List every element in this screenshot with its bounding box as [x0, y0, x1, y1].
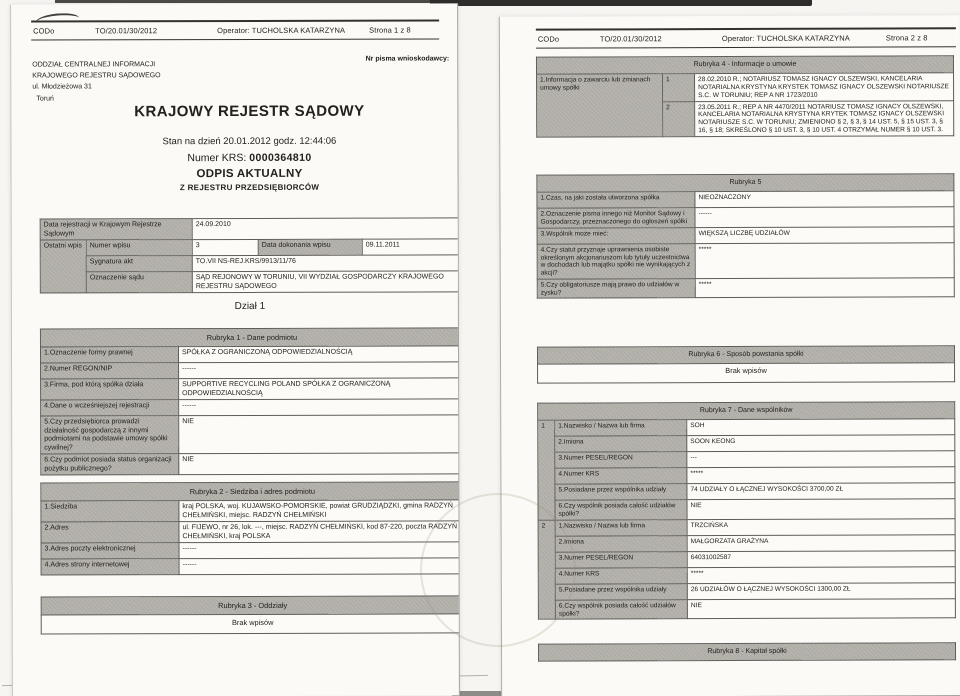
field-value: TO.VII NS-REJ.KRS/9913/11/76 [192, 255, 460, 272]
table-row [41, 500, 460, 522]
field-value: 26 UDZIAŁÓW O ŁĄCZNEJ WYSOKOŚCI 1300,00 ZŁ [687, 582, 955, 599]
field-label: 2.Adres [41, 522, 179, 543]
field-value: NIE [687, 499, 955, 519]
page-1 [10, 3, 460, 696]
table-row [538, 582, 955, 599]
field-value: WIĘKSZĄ LICZBĘ UDZIAŁÓW [695, 227, 954, 244]
table-row [41, 362, 460, 379]
odpis-title: ODPIS AKTUALNY [196, 167, 303, 181]
field-value: ul. FIJEWO, nr 26, lok. ---, miejsc. RADZYŃ CHEŁMIŃSKI, kod 87-220, poczta RADZYŃ CHEŁMIŃSKI, kraj POLSKA [179, 521, 460, 543]
entry-number: 1 [663, 74, 695, 101]
operator-name: Operator: TUCHOLSKA KATARZYNA [217, 25, 346, 36]
field-label: 5.Czy przedsiębiorca prowadzi działalność gospodarczą z innymi podmiotami na podstawie umowy spółki cywilnej? [41, 416, 179, 454]
table-row [41, 399, 460, 416]
field-label: 2.Imiona [555, 535, 687, 551]
table-row [40, 346, 459, 363]
field-label: 6.Czy wspólnik posiada całość udziałów spółki? [555, 599, 687, 619]
scan-edge-artifact [430, 0, 812, 6]
document-number: TO/20.01/30/2012 [599, 34, 662, 44]
page-1-header [31, 19, 439, 40]
table-row [41, 558, 460, 575]
table-row [41, 521, 460, 543]
rubryka-3-table [41, 595, 460, 634]
table-row [536, 56, 953, 75]
rubryka-8-table [538, 642, 956, 662]
registry-title: KRAJOWY REJESTR SĄDOWY [134, 102, 365, 121]
field-label: Data dokonania wpisu [258, 239, 362, 255]
field-label: 4.Numer KRS [555, 567, 687, 583]
field-label: Oznaczenie sądu [86, 272, 192, 293]
field-label: 4.Numer KRS [555, 468, 687, 484]
stamp-mark [420, 493, 576, 647]
field-value: SPÓŁKA Z OGRANICZONĄ ODPOWIEDZIALNOŚCIĄ [178, 346, 459, 363]
field-value: 28.02.2010 R.; NOTARIUSZ TOMASZ IGNACY OLSZEWSKI, KANCELARIA NOTARIALNA KRYSTYNA KRYSTEK TOMASZ IGNACY OLSZEWSKI NOTARIUSZE S.C. W TORUNIU; REP A NR 1723/2010 [695, 73, 954, 101]
field-value: ------ [179, 542, 460, 559]
table-row [538, 518, 955, 535]
field-value: 64031002587 [687, 550, 955, 567]
field-value: SĄD REJONOWY W TORUNIU, VII WYDZIAŁ GOSPODARCZY KRAJOWEGO REJESTRU SĄDOWEGO [192, 271, 460, 293]
registration-table [40, 217, 460, 293]
section-title-dzial-1: Dział 1 [234, 300, 266, 313]
field-value: ------ [179, 362, 460, 379]
table-row [41, 596, 460, 615]
table-row [538, 550, 955, 567]
field-label: Ostatni wpis [40, 240, 86, 293]
field-value: ------ [179, 558, 460, 575]
table-row [40, 239, 460, 256]
table-row [537, 227, 954, 244]
krs-value: 0000364810 [249, 151, 312, 164]
field-label: 3.Firma, pod którą spółka działa [41, 379, 179, 400]
field-label: 4.Dane o wcześniejszej rejestracji [41, 400, 179, 416]
table-row [537, 346, 954, 365]
field-value: ***** [695, 243, 954, 279]
field-label: 3.Numer PESEL/REGON [555, 551, 687, 567]
field-label: 2.Numer REGON/NIP [41, 363, 179, 379]
field-value: ***** [687, 467, 955, 484]
field-value: ------ [179, 399, 460, 416]
rubryka-8-title: Rubryka 8 - Kapitał spółki [539, 643, 956, 662]
field-value: 74 UDZIAŁY O ŁĄCZNEJ WYSOKOŚCI 3700,00 ZŁ [687, 483, 955, 500]
table-row [538, 566, 955, 583]
table-row [537, 174, 954, 193]
field-value: SOON KEONG [687, 435, 955, 452]
table-row [537, 73, 954, 102]
status-date-line: Stan na dzień 20.01.2012 godz. 12:44:06 [162, 135, 337, 148]
field-label: Sygnatura akt [86, 256, 192, 272]
field-label: 1.Nazwisko / Nazwa lub firma [555, 420, 687, 436]
rubryka-7-title: Rubryka 7 - Dane wspólników [538, 402, 955, 421]
field-value: ------ [695, 207, 954, 227]
table-row [537, 243, 954, 280]
table-row [538, 402, 955, 421]
field-value: kraj POLSKA, woj. KUJAWSKO-POMORSKIE, powiat GRUDZIĄDZKI, gmina RADZYŃ CHEŁMIŃSKI, miejsc. RADZYŃ CHEŁMIŃSKI [179, 500, 460, 522]
rubryka-2-table [40, 481, 460, 575]
applicant-letter-label: Nr pisma wnioskodawcy: [365, 55, 450, 63]
address-line: KRAJOWEGO REJESTRU SĄDOWEGO [32, 72, 161, 80]
table-row [537, 207, 954, 228]
field-label: 1.Informacja o zawarciu lub zmianach umowy spółki [537, 74, 663, 137]
table-row [41, 378, 460, 400]
odpis-subtitle: Z REJESTRU PRZEDSIĘBIORCÓW [179, 182, 320, 193]
table-row [40, 218, 460, 240]
field-value: MAŁGORZATA GRAŻYNA [687, 534, 955, 551]
no-entries-label: Brak wpisów [538, 363, 955, 383]
field-value: 3 [192, 240, 258, 256]
operator-name: Operator: TUCHOLSKA KATARZYNA [721, 33, 850, 44]
table-row [539, 643, 956, 662]
table-row [40, 255, 460, 272]
field-value: 23.05.2011 R.; REP A NR 4470/2011 NOTARIUSZ TOMASZ IGNACY OLSZEWSKI, KANCELARIA NOTARIALNA KRYSTYNA KRYTEK TOMASZ IGNACY OLSZEWSKI NOTARIUSZE S.C. W TORUNIU; ZMIENIONO § 2, § 3, § 14 UST. 5, § 15 UST. 3, § 16, § 18; SKREŚLONO § 10 UST. 3, § 10 UST. 4 OTRZYMAŁ NUMER § 10 UST. 3. [695, 100, 954, 136]
table-row [538, 467, 955, 484]
address-line: Toruń [36, 95, 54, 103]
field-label: 1.Siedziba [41, 501, 179, 522]
address-line: ul. Młodzieżowa 31 [32, 83, 92, 91]
field-label: 3.Wspólnik może mieć: [537, 227, 695, 244]
field-label: 3.Adres poczty elektronicznej [41, 543, 179, 559]
field-label: 5.Posiadane przez wspólnika udziały [555, 583, 687, 599]
rubryka-3-title: Rubryka 3 - Oddziały [41, 596, 460, 615]
field-label: 5.Czy obligatoriusze mają prawo do udziałów w zysku? [537, 278, 695, 298]
rubryka-5-title: Rubryka 5 [537, 174, 954, 193]
issuer-address-block [32, 59, 160, 104]
document-number: TO/20.01/30/2012 [95, 26, 158, 36]
table-row [538, 363, 955, 383]
field-label: Data rejestracji w Krajowym Rejestrze Sądowym [40, 219, 192, 240]
page-number: Strona 2 z 8 [885, 33, 928, 43]
field-value: NIE [687, 598, 955, 618]
field-label: 2.Imiona [555, 436, 687, 452]
rubryka-7-table [537, 401, 956, 620]
no-entries-label: Brak wpisów [41, 614, 460, 634]
table-row [538, 451, 955, 468]
table-row [538, 598, 955, 619]
field-label: 3.Numer PESEL/REGON [555, 452, 687, 468]
table-row [41, 415, 460, 454]
rubryka-6-table [537, 345, 955, 384]
field-value: SUPPORTIVE RECYCLING POLAND SPÓŁKA Z OGRANICZONĄ ODPOWIEDZIALNOŚCIĄ [179, 378, 460, 400]
table-row [537, 191, 954, 208]
entry-number: 2 [663, 101, 695, 136]
table-row [41, 542, 460, 559]
table-row [538, 499, 955, 520]
field-label: 1.Oznaczenie formy prawnej [40, 347, 178, 363]
krs-label: Numer KRS: [187, 151, 250, 165]
field-value: TRZCIŃSKA [687, 518, 955, 535]
field-value: ***** [687, 566, 955, 583]
table-row [40, 271, 460, 293]
rubryka-6-title: Rubryka 6 - Sposób powstania spółki [537, 346, 954, 365]
page-number: Strona 1 z 8 [369, 25, 411, 35]
field-label: 2.Oznaczenie pisma innego niż Monitor Sądowy i Gospodarczy, przeznaczonego do ogłoszeń spółki [537, 208, 695, 228]
rubryka-5-table [536, 173, 954, 299]
field-value: --- [687, 451, 955, 468]
field-value: SOH [687, 419, 955, 436]
table-row [41, 453, 460, 475]
entry-number: 1 [538, 420, 555, 520]
field-value: NIE [179, 415, 460, 454]
table-row [41, 614, 460, 634]
rubryka-1-title: Rubryka 1 - Dane podmiotu [40, 328, 459, 347]
codo-label: CODo [33, 26, 55, 36]
table-row [538, 435, 955, 452]
field-label: 6.Czy wspólnik posiada całość udziałów spółki? [555, 500, 687, 520]
rubryka-4-title: Rubryka 4 - Informacje o umowie [536, 56, 953, 75]
field-label: Numer wpisu [86, 240, 192, 256]
field-label: 1.Nazwisko / Nazwa lub firma [555, 519, 687, 535]
field-value: 24.09.2010 [192, 218, 460, 240]
address-line: ODDZIAŁ CENTRALNEJ INFORMACJI [32, 61, 156, 69]
rubryka-1-table [40, 327, 460, 475]
field-label: 4.Adres strony internetowej [41, 559, 179, 575]
codo-label: CODo [537, 34, 560, 44]
table-row [537, 278, 954, 299]
rubryka-4-table [536, 55, 954, 137]
field-value: ***** [695, 278, 954, 298]
field-value: 09.11.2011 [362, 239, 460, 255]
field-label: 4.Czy statut przyznaje uprawnienia osobiste określonym akcjonariuszom lub tytuły uczestnictwa w dochodach lub majątku spółki nie wynikających z akcji? [537, 243, 695, 279]
table-row [538, 534, 955, 551]
krs-number-line [41, 151, 457, 164]
table-row [40, 328, 459, 347]
rubryka-2-title: Rubryka 2 - Siedziba i adres podmiotu [41, 482, 460, 501]
page-2-header [536, 27, 956, 48]
table-row [538, 419, 955, 436]
field-label: 1.Czas, na jaki została utworzona spółka [537, 192, 695, 209]
table-row [538, 483, 955, 500]
field-value: NIE [179, 453, 460, 475]
table-row [41, 482, 460, 501]
field-label: 5.Posiadane przez wspólnika udziały [555, 484, 687, 500]
field-value: NIEOZNACZONY [695, 191, 954, 208]
field-label: 6.Czy podmiot posiada status organizacji pożytku publicznego? [41, 454, 179, 475]
entry-number: 2 [538, 520, 555, 620]
